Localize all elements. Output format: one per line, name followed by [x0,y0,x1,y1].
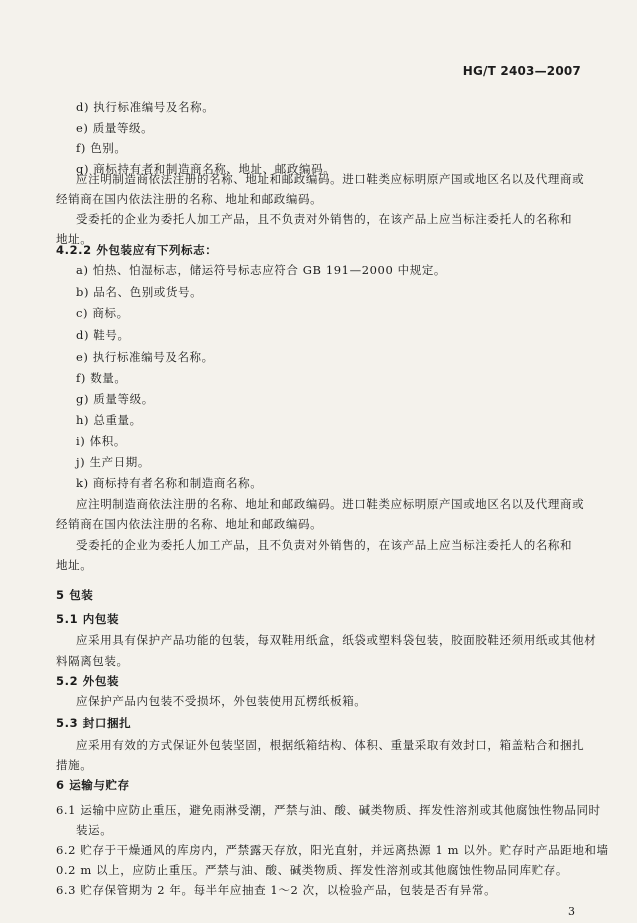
paragraph-line: 装运。 [76,823,113,837]
clause-heading: 5.3 封口捆扎 [56,716,132,730]
paragraph-line: 应注明制造商依法注册的名称、地址和邮政编码。进口鞋类应标明原产国或地区名以及代理商或 [76,172,585,186]
list-item: h) 总重量。 [76,413,142,427]
list-item: d) 执行标准编号及名称。 [76,100,215,114]
list-item: g) 质量等级。 [76,392,154,406]
paragraph-line: 6.1 运输中应防止重压，避免雨淋受潮，严禁与油、酸、碱类物质、挥发性溶剂或其他腐蚀性物品同时 [56,803,601,817]
section-heading: 6 运输与贮存 [56,778,130,792]
paragraph-line: 0.2 m 以上，应防止重压。严禁与油、酸、碱类物质、挥发性溶剂或其他腐蚀性物品同库贮存。 [56,863,568,877]
paragraph-line: 应采用有效的方式保证外包装坚固，根据纸箱结构、体积、重量采取有效封口，箱盖粘合和捆扎 [76,738,585,752]
clause-heading: 5.2 外包装 [56,674,120,688]
paragraph-line: 应采用具有保护产品功能的包装，每双鞋用纸盒，纸袋或塑料袋包装，胶面胶鞋还须用纸或其他材 [76,633,597,647]
list-item: f) 色别。 [76,141,127,155]
list-item: g) 商标持有者和制造商名称、地址、邮政编码。 [76,162,336,176]
paragraph-line: 经销商在国内依法注册的名称、地址和邮政编码。 [56,517,323,531]
list-item: j) 生产日期。 [76,455,151,469]
clause-heading: 5.1 内包装 [56,612,120,626]
list-item: b) 品名、色别或货号。 [76,285,203,299]
list-item: f) 数量。 [76,371,127,385]
paragraph-line: 料隔离包装。 [56,654,129,668]
section-heading: 5 包装 [56,588,94,602]
paragraph-line: 应保护产品内包装不受损坏，外包装使用瓦楞纸板箱。 [76,694,367,708]
list-item: a) 怕热、怕湿标志，储运符号标志应符合 GB 191—2000 中规定。 [76,263,447,277]
paragraph-line: 受委托的企业为委托人加工产品，且不负责对外销售的，在该产品上应当标注委托人的名称和 [76,538,573,552]
list-item: i) 体积。 [76,434,126,448]
paragraph-line: 应注明制造商依法注册的名称、地址和邮政编码。进口鞋类应标明原产国或地区名以及代理商或 [76,497,585,511]
list-item: e) 执行标准编号及名称。 [76,350,214,364]
paragraph-line: 6.3 贮存保管期为 2 年。每半年应抽查 1～2 次，以检验产品，包装是否有异常。 [56,883,497,897]
paragraph-line: 受委托的企业为委托人加工产品，且不负责对外销售的，在该产品上应当标注委托人的名称和 [76,212,573,226]
paragraph-line: 措施。 [56,758,93,772]
list-item: k) 商标持有者名称和制造商名称。 [76,476,263,490]
paragraph-line: 地址。 [56,232,93,246]
paragraph-line: 6.2 贮存于干燥通风的库房内，严禁露天存放，阳光直射，并远离热源 1 m 以外。贮存时产品距地和墙 [56,843,609,857]
list-item: c) 商标。 [76,306,129,320]
page-number: 3 [568,905,575,918]
clause-heading: 4.2.2 外包装应有下列标志： [56,243,218,257]
list-item: d) 鞋号。 [76,328,130,342]
standard-code: HG/T 2403—2007 [462,64,581,78]
paragraph-line: 地址。 [56,558,93,572]
paragraph-line: 经销商在国内依法注册的名称、地址和邮政编码。 [56,192,323,206]
list-item: e) 质量等级。 [76,121,154,135]
